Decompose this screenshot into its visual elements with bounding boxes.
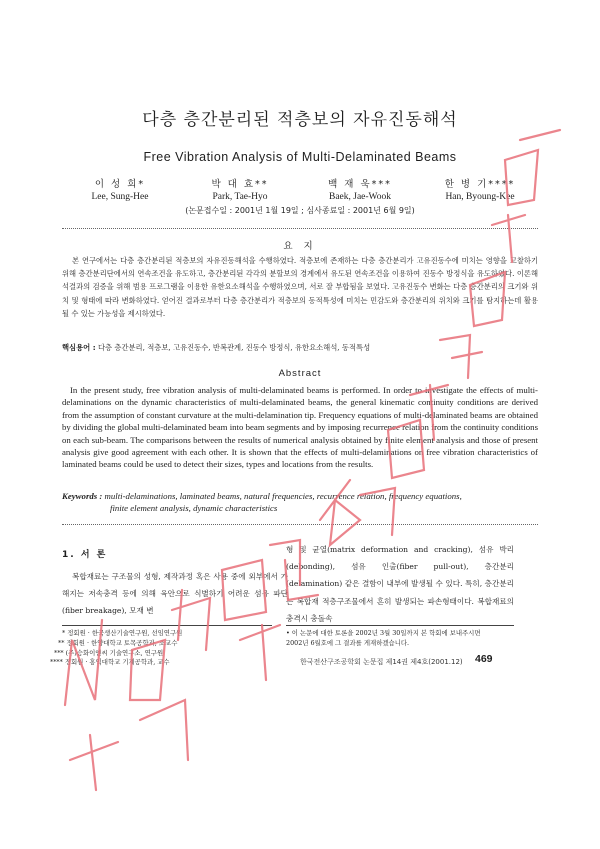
abstract-korean-text: 본 연구에서는 다층 층간분리된 적층보의 자유진동해석을 수행하였다. 적층보에 존재하는 다층 층간분리가 고유진동수에 미치는 영향을 고찰하기 위해 층간분리단에서의 연속조건을 유도하고, 층간분리된 각각의 분할보의 경계에서 유도된 연속조건을 이용하여 진동수 방정식을 유도하였다. 이론해석결과의 검증을 위해 범용 프로그램을 이용한 유한요소해석을 수행하였으며, 서로 잘 부합됨을 보였다. 고유진동수 변화는 다층 층간분리의 크기와 위치 및 형태에 따라 변화하였다. 얻어진 결과로부터 다층 층간분리가 적층보의 동적특성에 미치는 민감도와 층간분리의 위치와 크기를 탐지하는데 활용될 수 있는 가능성을 제시하였다. xyxy=(62,256,538,318)
author-affiliations xyxy=(50,629,182,668)
keywords-korean-text: 다층 층간분리, 적층보, 고유진동수, 반복관계, 진동수 방정식, 유한요소해석, 동적특성 xyxy=(97,343,371,352)
author-1 xyxy=(60,178,180,204)
abstract-english-text: In the present study, free vibration analysis of multi-delaminated beams is performed. In order to investigate the effects of multi-delaminations on the dynamic characteristics of multi-delaminated beams, the general kinematic continuity conditions are derived from the assumption of constant curvature at the multi-delamination tip. Frequency equations of multi-delaminated beams are obtained by dividing the global multi-delaminated beam into beam segments and by imposing recurrence relation from the continuity conditions on each sub-beam. The comparisons between the results of numerical analysis obtained by finite element analysis and those of present analysis give good agreement with each other. It is shown that the effects of multi-delaminations on free vibration characteristics of laminated beams could be used to detect their sizes, types and locations from the results. xyxy=(62,385,538,470)
keywords-english-label: Keywords : xyxy=(62,491,103,501)
discussion-note: • 이 논문에 대한 토론을 2002년 3월 30일까지 본 학회에 보내주시면 2002년 6월호에 그 결과를 게재하겠습니다. xyxy=(286,629,481,647)
keywords-korean-label: 핵심용어 : xyxy=(62,343,96,352)
keywords-english-line-2: finite element analysis, dynamic characteristics xyxy=(110,503,278,514)
author-name-english: Park, Tae-Hyo xyxy=(212,192,268,202)
author-2 xyxy=(180,178,300,204)
author-name-korean: 한 병 기**** xyxy=(444,179,516,190)
journal-citation: 한국전산구조공학회 논문집 제14권 제4호(2001.12) xyxy=(300,658,463,666)
intro-column-2-text: 형 및 균열(matrix deformation and cracking), 섬유 박리(debonding), 섬유 인출(fiber pull-out), 층간분리(delamination) 같은 결함이 내부에 발생될 수 있다. 특히, 층간분리는 복합재 적층구조물에서 흔히 발생되는 파손형태이다. 복합재료의 충격시 충돌속 xyxy=(286,545,514,623)
divider-dotted xyxy=(62,228,538,229)
keywords-english-line-1: multi-delaminations, laminated beams, natural frequencies, recurrence relation, frequency equations, xyxy=(104,491,462,501)
page-number: 469 xyxy=(475,653,493,665)
paper-title-korean: 다층 층간분리된 적층보의 자유진동해석 xyxy=(142,110,458,130)
author-3 xyxy=(300,178,420,204)
author-4 xyxy=(420,178,540,204)
author-name-korean: 박 대 효** xyxy=(211,179,269,190)
abstract-korean-heading: 요 지 xyxy=(283,241,317,252)
author-name-english: Han, Byoung-Kee xyxy=(445,192,515,202)
footnote-rule xyxy=(286,625,514,626)
affiliation-line: **** 정회원 · 홍익대학교 기계공학과, 교수 xyxy=(50,658,170,667)
intro-column-1-text: 복합재료는 구조물의 성형, 제작과정 혹은 사용 중에 외부에서 가해지는 저속충격 등에 의해 육안으로 식별하기 어려운 섬유 파단(fiber breakage), 모재 변 xyxy=(62,572,288,616)
author-name-korean: 백 재 욱*** xyxy=(328,179,392,190)
affiliation-line: * 정회원 · 한국생산기술연구원, 선임연구원 xyxy=(62,629,183,637)
divider-dotted xyxy=(62,524,538,525)
affiliation-line: ** 정회원 · 한양대학교 토목공학과, 조교수 xyxy=(58,638,178,647)
author-name-english: Baek, Jae-Wook xyxy=(328,192,392,202)
section-heading-introduction: 1. 서 론 xyxy=(62,550,108,560)
submission-dates: (논문접수일 : 2001년 1월 19일 ; 심사종료일 : 2001년 6월 9일) xyxy=(185,206,415,215)
footnote-rule xyxy=(62,625,272,626)
author-name-korean: 이 성 희* xyxy=(94,179,146,190)
keywords-english xyxy=(62,490,538,515)
paper-title-english: Free Vibration Analysis of Multi-Delaminated Beams xyxy=(143,150,457,164)
author-name-english: Lee, Sung-Hee xyxy=(91,192,149,202)
affiliation-line: *** (주)승화이엔씨 기술연구소, 연구원 xyxy=(54,648,164,657)
keywords-korean xyxy=(62,341,538,354)
abstract-english-heading: Abstract xyxy=(278,368,322,379)
